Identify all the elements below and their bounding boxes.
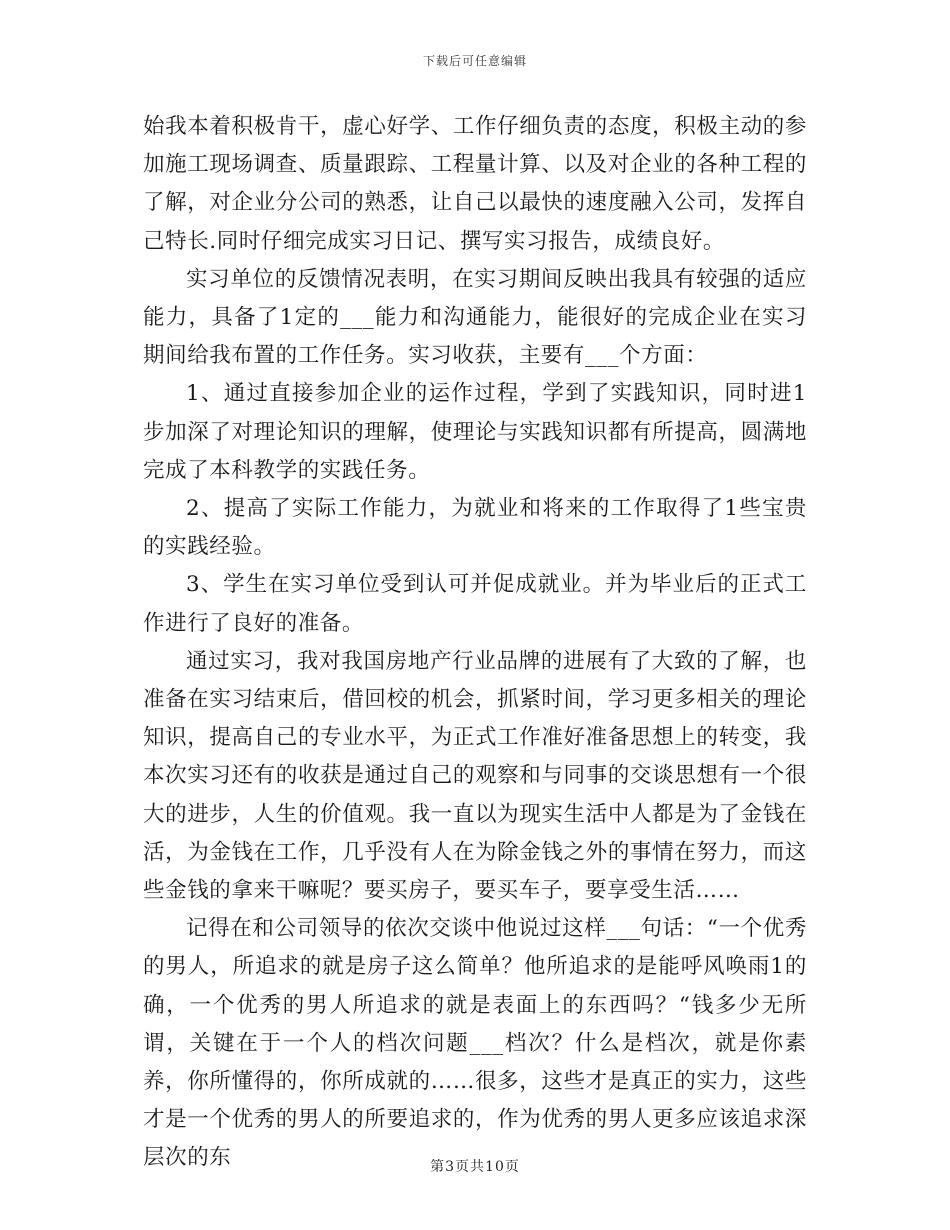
paragraph-item-3: 3、学生在实习单位受到认可并促成就业。并为毕业后的正式工作进行了良好的准备。 [143,572,807,636]
paragraph-continuation: 始我本着积极肯干，虚心好学、工作仔细负责的态度，积极主动的参加施工现场调查、质量跟踪、工程量计算、以及对企业的各种工程的了解，对企业分公司的熟悉，让自己以最快的速度融入公司，发挥自己特长.同时仔细完成实习日记、撰写实习报告，成绩良好。 [143,114,807,254]
page-number: 第3页共10页 [430,1159,520,1175]
page-header: 下载后可任意编辑 [422,54,527,68]
paragraph-item-1: 1、通过直接参加企业的运作过程，学到了实践知识，同时进1步加深了对理论知识的理解，使理论与实践知识都有所提高，圆满地完成了本科教学的实践任务。 [143,381,807,483]
paragraph-conversation: 记得在和公司领导的依次交谈中他说过这样___句话：“一个优秀的男人，所追求的就是房子这么简单？他所追求的是能呼风唤雨1的确，一个优秀的男人所追求的就是表面上的东西吗？“钱多少无所谓，关键在于一个人的档次问题___档次？什么是档次，就是你素养，你所懂得的，你所成就的……很多，这些才是真正的实力，这些才是一个优秀的男人的所要追求的，作为优秀的男人更多应该追求深层次的东 [143,916,807,1171]
paragraph-reflection: 通过实习，我对我国房地产行业品牌的进展有了大致的了解，也准备在实习结束后，借回校的机会，抓紧时间，学习更多相关的理论知识，提高自己的专业水平，为正式工作准好准备思想上的转变，我本次实习还有的收获是通过自己的观察和与同事的交谈思想有一个很大的进步，人生的价值观。我一直以为现实生活中人都是为了金钱在活，为金钱在工作，几乎没有人在为除金钱之外的事情在努力，而这些金钱的拿来干嘛呢？要买房子，要买车子，要享受生活…… [143,648,807,904]
document-body [143,108,807,1178]
paragraph-feedback: 实习单位的反馈情况表明，在实习期间反映出我具有较强的适应能力，具备了1定的___能力和沟通能力，能很好的完成企业在实习期间给我布置的工作任务。实习收获，主要有___个方面： [143,266,807,369]
paragraph-item-2: 2、提高了实际工作能力，为就业和将来的工作取得了1些宝贵的实践经验。 [143,496,807,560]
